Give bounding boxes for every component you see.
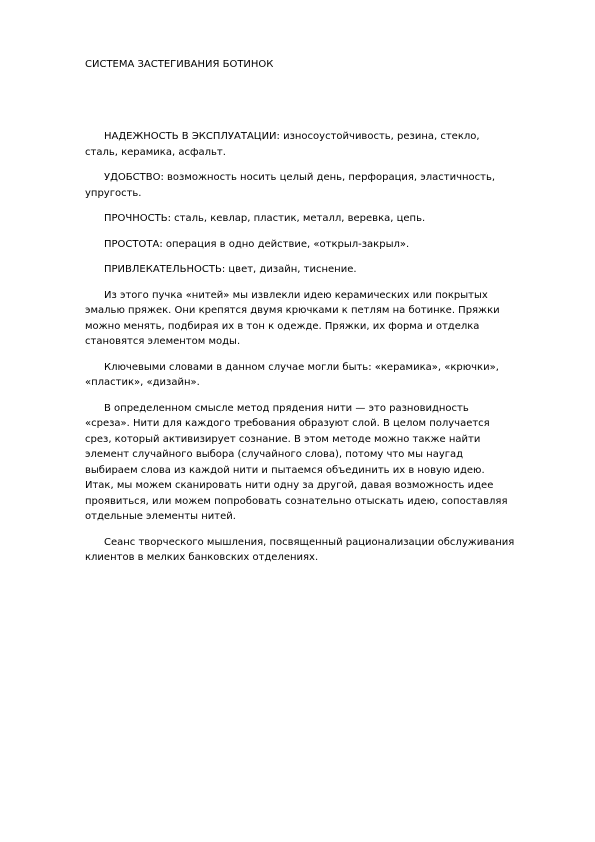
paragraph-session: Сеанс творческого мышления, посвященный рационализации обслуживания клиентов в мелких банковских отделениях. [85,536,515,563]
paragraph-strength: ПРОЧНОСТЬ: сталь, кевлар, пластик, металл, веревка, цепь. [104,213,426,224]
paragraph-idea-buckles: Из этого пучка «нитей» мы извлекли идею керамических или покрытых эмалью пряжек. Они крепятся двумя крючками к петлям на ботинке. Пряжки можно менять, подбирая их в тон к одежде. Пряжки, их форма и отделка становятся элементом моды. [85,289,500,347]
paragraph-method: В определенном смысле метод прядения нити — это разновидность «среза». Нити для каждого требования образуют слой. В целом получается срез, который активизирует сознание. В этом методе можно также найти элемент случайного выбора (случайного слова), потому что мы наугад выбираем слова из каждой нити и пытаемся объединить их в новую идею. Итак, мы можем сканировать нити одну за другой, давая возможность идее проявиться, или можем попробовать сознательно отыскать идею, сопоставляя отдельные элементы нитей. [85,402,508,522]
paragraph-reliability: НАДЕЖНОСТЬ В ЭКСПЛУАТАЦИИ: износоустойчивость, резина, стекло, сталь, керамика, асфальт. [85,131,480,158]
paragraph-simplicity: ПРОСТОТА: операция в одно действие, «открыл-закрыл». [104,238,410,250]
paragraph-attractiveness: ПРИВЛЕКАТЕЛЬНОСТЬ: цвет, дизайн, тиснение. [104,264,357,275]
paragraph-keywords: Ключевыми словами в данном случае могли быть: «керамика», «крючки», «пластик», «дизайн». [85,361,499,388]
document-title: СИСТЕМА ЗАСТЕГИВАНИЯ БОТИНОК [85,59,274,70]
paragraph-comfort: УДОБСТВО: возможность носить целый день, перфорация, эластичность, упругость. [85,172,496,199]
document-body [85,129,515,576]
